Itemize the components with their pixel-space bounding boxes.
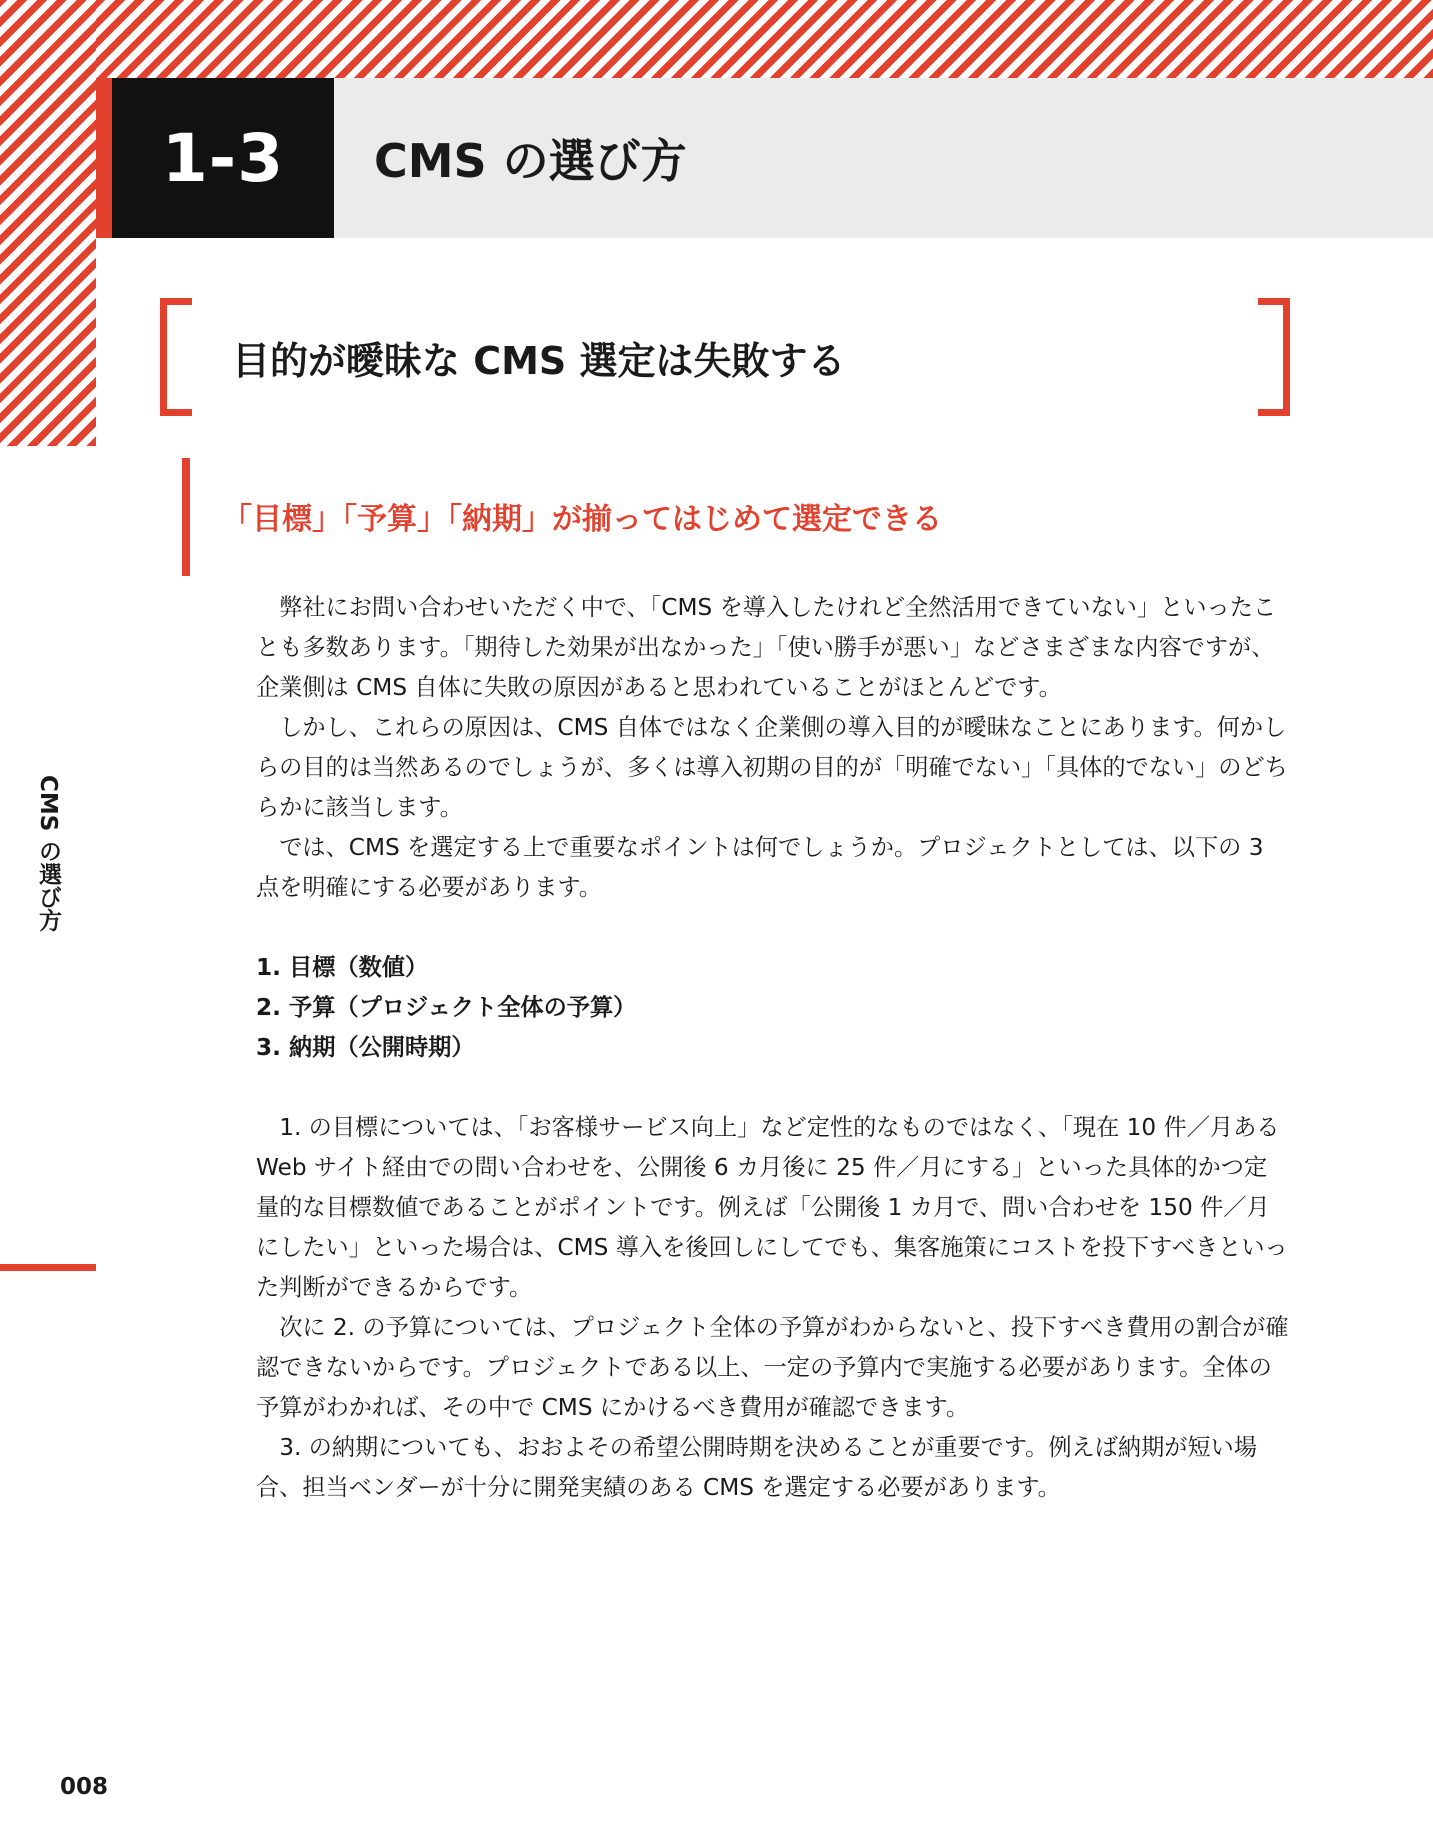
chapter-accent-bar [96, 78, 112, 238]
subsection-title: 「目標」「予算」「納期」が揃ってはじめて選定できる [222, 502, 942, 537]
list-item: 1. 目標（数値） [256, 954, 429, 981]
chapter-title: CMS の選び方 [374, 134, 687, 188]
numbered-list [256, 948, 1290, 1068]
list-item: 2. 予算（プロジェクト全体の予算） [256, 994, 637, 1021]
list-item: 3. 納期（公開時期） [256, 1034, 475, 1061]
paragraph: 弊社にお問い合わせいただく中で、「CMS を導入したけれど全然活用できていない」といったことも多数あります。「期待した効果が出なかった」「使い勝手が悪い」などさまざまな内容ですが、企業側は CMS 自体に失敗の原因があると思われていることがほとんどです。 [256, 594, 1277, 701]
section-bracket-left [160, 298, 192, 416]
subsection-accent-bar [182, 458, 190, 576]
decorative-stripes-left [0, 0, 96, 446]
section-title: 目的が曖昧な CMS 選定は失敗する [232, 338, 846, 383]
body-text [256, 588, 1290, 1508]
section-bracket-right [1258, 298, 1290, 416]
paragraph: では、CMS を選定する上で重要なポイントは何でしょうか。プロジェクトとしては、以下の 3 点を明確にする必要があります。 [256, 834, 1264, 901]
page-number: 008 [60, 1774, 109, 1800]
paragraph: 1. の目標については、「お客様サービス向上」など定性的なものではなく、「現在 10 件／月ある Web サイト経由での問い合わせを、公開後 6 カ月後に 25 件／月にする」といった具体的かつ定量的な目標数値であることがポイントです。例えば「公開後 1 カ月で、問い合わせを 150 件／月にしたい」といった場合は、CMS 導入を後回しにしてでも、集客施策にコストを投下すべきといった判断ができるからです。 [256, 1114, 1288, 1301]
decorative-stripes-top [0, 0, 1433, 78]
side-accent-line [0, 1264, 96, 1271]
chapter-number: 1-3 [112, 78, 334, 238]
paragraph: 3. の納期についても、おおよその希望公開時期を決めることが重要です。例えば納期が短い場合、担当ベンダーが十分に開発実績のある CMS を選定する必要があります。 [256, 1434, 1258, 1501]
side-chapter-label: CMS の選び方 [35, 775, 61, 932]
paragraph: 次に 2. の予算については、プロジェクト全体の予算がわからないと、投下すべき費用の割合が確認できないからです。プロジェクトである以上、一定の予算内で実施する必要があります。全体の予算がわかれば、その中で CMS にかけるべき費用が確認できます。 [256, 1314, 1289, 1421]
paragraph: しかし、これらの原因は、CMS 自体ではなく企業側の導入目的が曖昧なことにあります。何かしらの目的は当然あるのでしょうが、多くは導入初期の目的が「明確でない」「具体的でない」のどちらかに該当します。 [256, 714, 1288, 821]
